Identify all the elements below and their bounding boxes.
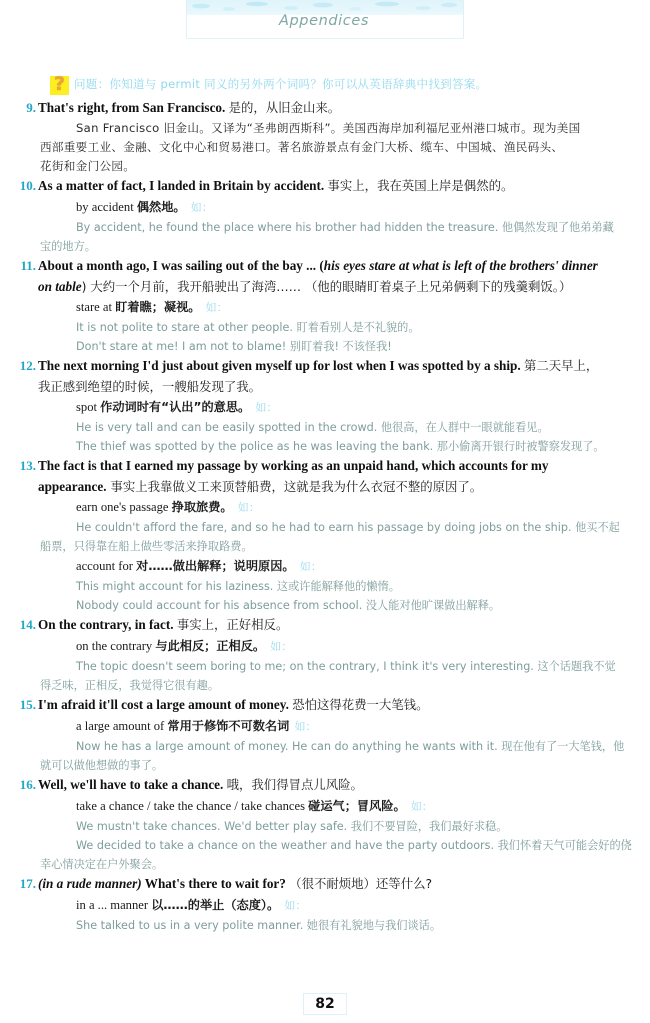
entry-headline [38, 356, 636, 376]
note-line: 西部重要工业、金融、文化中心和贸易港口。著名旅游景点有金门大桥、缆车、中国城、渔民码头、 [40, 140, 564, 154]
continuation-chinese: 事实上我靠做义工来顶替船费，这就是我为什么衣冠不整的原因了。 [110, 479, 483, 494]
headline-italic: his eyes stare at what is left of the brothers' dinner [323, 258, 598, 273]
gloss-line [0, 636, 650, 657]
headline-english: I'm afraid it'll cost a large amount of money. [38, 697, 289, 712]
question-mark-icon: ? [50, 76, 69, 95]
gloss-example-marker: 如： [410, 800, 433, 813]
gloss-english: earn one's passage [76, 500, 169, 514]
entry-number: 14. [19, 617, 36, 632]
page-number: 82 [315, 996, 335, 1012]
headline-english: That's right, from San Francisco. [38, 100, 226, 115]
entry-number: 16. [19, 777, 36, 792]
entry-headline [38, 176, 636, 196]
entry-headline [38, 98, 636, 118]
entry-headline [38, 775, 636, 795]
gloss-chinese: 盯着瞧；凝视。 [115, 300, 201, 314]
gloss-english: on the contrary [76, 639, 153, 653]
headline-italic: (in a rude manner) [38, 876, 142, 891]
example-line: 幸心情决定在户外聚会。 [40, 858, 164, 871]
headline-chinese: 哦，我们得冒点儿风险。 [226, 777, 363, 792]
note-line: San Francisco 旧金山。又译为“圣弗朗西斯科”。美国西海岸加利福尼亚州港口城市。现为美国 [76, 121, 581, 135]
gloss-example-marker: 如： [284, 899, 307, 912]
gloss-example-marker: 如： [294, 720, 317, 733]
example-line: She talked to us in a very polite manner. 她很有礼貌地与我们谈话。 [76, 919, 442, 932]
example-line: He couldn't afford the fare, and so he had to earn his passage by doing jobs on the ship. 他买不起 [76, 521, 620, 534]
entry-headline [38, 456, 636, 476]
continuation-chinese: ) 大约一个月前，我开船驶出了海湾…… （他的眼睛盯着桌子上兄弟俩剩下的残羹剩饭。） [81, 279, 572, 294]
headline-chinese: 事实上，正好相反。 [176, 617, 289, 632]
example-line: 得乏味，正相反，我觉得它很有趣。 [40, 679, 220, 692]
headline-chinese: 恐怕这得花费一大笔钱。 [292, 697, 429, 712]
gloss-line [0, 716, 650, 737]
headline-english: The next morning I'd just about given myself up for lost when I was spotted by a ship. [38, 358, 521, 373]
gloss-example-marker: 如： [205, 301, 228, 314]
page-title: Appendices [278, 13, 370, 29]
example-line: Don't stare at me! I am not to blame! 别盯着我! 不该怪我! [76, 340, 392, 353]
entry-headline [38, 615, 636, 635]
example-line: The topic doesn't seem boring to me; on the contrary, I think it's very interesting. 这个话题我不觉 [76, 660, 616, 673]
entry-headline [38, 256, 636, 276]
gloss-example-marker: 如： [299, 560, 322, 573]
entry-continuation [0, 477, 650, 497]
entry-headline [38, 874, 636, 894]
gloss-english: spot [76, 400, 97, 414]
gloss-line [0, 197, 650, 218]
gloss-chinese: 偶然地。 [136, 200, 186, 214]
headline-english: The fact is that I earned my passage by working as an unpaid hand, which accounts for my [38, 458, 549, 473]
entry-number: 10. [19, 178, 36, 193]
example-line: 宝的地方。 [40, 240, 96, 253]
headline-english: What's there to wait for? [144, 876, 286, 891]
entry-12 [0, 356, 650, 376]
gloss-english: account for [76, 559, 133, 573]
headline-english: As a matter of fact, I landed in Britain by accident. [38, 178, 325, 193]
gloss-chinese: 碰运气；冒风险。 [308, 799, 406, 813]
example-line: He is very tall and can be easily spotted in the crowd. 他很高，在人群中一眼就能看见。 [76, 421, 549, 434]
gloss-english: take a chance / take the chance / take chances [76, 799, 305, 813]
entry-14 [0, 615, 650, 635]
entry-continuation [0, 277, 650, 297]
gloss-chinese: 与此相反；正相反。 [155, 639, 266, 653]
header-speckle-pattern [187, 0, 463, 14]
page-number-box [303, 993, 347, 1015]
entry-11 [0, 256, 650, 276]
page-content [0, 73, 650, 935]
gloss-example-marker: 如： [255, 401, 278, 414]
headline-chinese: 第二天早上， [523, 358, 599, 373]
gloss-chinese: 以……的举止（态度）。 [151, 898, 280, 912]
entry-number: 17. [19, 876, 36, 891]
tip-row [0, 73, 650, 95]
example-line: We mustn't take chances. We'd better play safe. 我们不要冒险，我们最好求稳。 [76, 820, 508, 833]
gloss-line [0, 556, 650, 577]
headline-chinese: 是的，从旧金山来。 [228, 100, 341, 115]
gloss-english: a large amount of [76, 719, 165, 733]
gloss-chinese: 作动词时有“认出”的意思。 [100, 400, 251, 414]
entry-continuation: 我正感到绝望的时候，一艘船发现了我。 [38, 379, 262, 394]
example-line: Now he has a large amount of money. He can do anything he wants with it. 现在他有了一大笔钱，他 [76, 740, 625, 753]
gloss-chinese: 挣取旅费。 [171, 500, 233, 514]
gloss-english: in a ... manner [76, 898, 149, 912]
continuation-english: appearance. [38, 479, 107, 494]
example-line: It is not polite to stare at other people. 盯着看别人是不礼貌的。 [76, 321, 420, 334]
entry-number: 15. [19, 697, 36, 712]
continuation-italic: on table [38, 279, 82, 294]
example-line: We decided to take a chance on the weather and have the party outdoors. 我们怀着天气可能会好的侥 [76, 839, 632, 852]
entry-number: 12. [19, 358, 36, 373]
entry-9 [0, 98, 650, 118]
entry-16 [0, 775, 650, 795]
entry-15 [0, 695, 650, 715]
entry-10 [0, 176, 650, 196]
example-line: This might account for his laziness. 这或许能解释他的懒惰。 [76, 580, 400, 593]
gloss-english: stare at [76, 300, 113, 314]
headline-chinese: （很不耐烦地）还等什么? [289, 876, 433, 891]
tip-text: 问题：你知道与 permit 同义的另外两个词吗？你可以从英语辞典中找到答案。 [74, 77, 488, 91]
example-line: The thief was spotted by the police as he was leaving the bank. 那小偷离开银行时被警察发现了。 [76, 440, 605, 453]
headline-english: About a month ago, I was sailing out of the bay ... ( [38, 258, 324, 273]
gloss-line [0, 497, 650, 518]
example-line: 就可以做他想做的事了。 [40, 759, 164, 772]
example-line: 船票，只得靠在船上做些零活来挣取路费。 [40, 540, 253, 553]
gloss-example-marker: 如： [237, 501, 260, 514]
entry-17 [0, 874, 650, 894]
note-line: 花街和金门公园。 [40, 159, 136, 173]
gloss-line [0, 796, 650, 817]
headline-chinese: 事实上，我在英国上岸是偶然的。 [327, 178, 514, 193]
gloss-line [0, 297, 650, 318]
gloss-english: by accident [76, 200, 134, 214]
entry-13 [0, 456, 650, 476]
gloss-example-marker: 如： [270, 640, 293, 653]
entry-number: 13. [19, 458, 36, 473]
gloss-chinese: 常用于修饰不可数名词 [167, 719, 290, 733]
gloss-example-marker: 如： [190, 201, 213, 214]
example-line: Nobody could account for his absence from school. 没人能对他旷课做出解释。 [76, 599, 501, 612]
gloss-line [0, 895, 650, 916]
entry-number: 11. [20, 258, 36, 273]
gloss-line [0, 397, 650, 418]
headline-english: On the contrary, in fact. [38, 617, 174, 632]
entry-headline [38, 695, 636, 715]
gloss-chinese: 对……做出解释；说明原因。 [136, 559, 295, 573]
headline-english: Well, we'll have to take a chance. [38, 777, 224, 792]
entry-number: 9. [26, 100, 36, 115]
example-line: By accident, he found the place where his brother had hidden the treasure. 他偶然发现了他弟弟藏 [76, 221, 614, 234]
